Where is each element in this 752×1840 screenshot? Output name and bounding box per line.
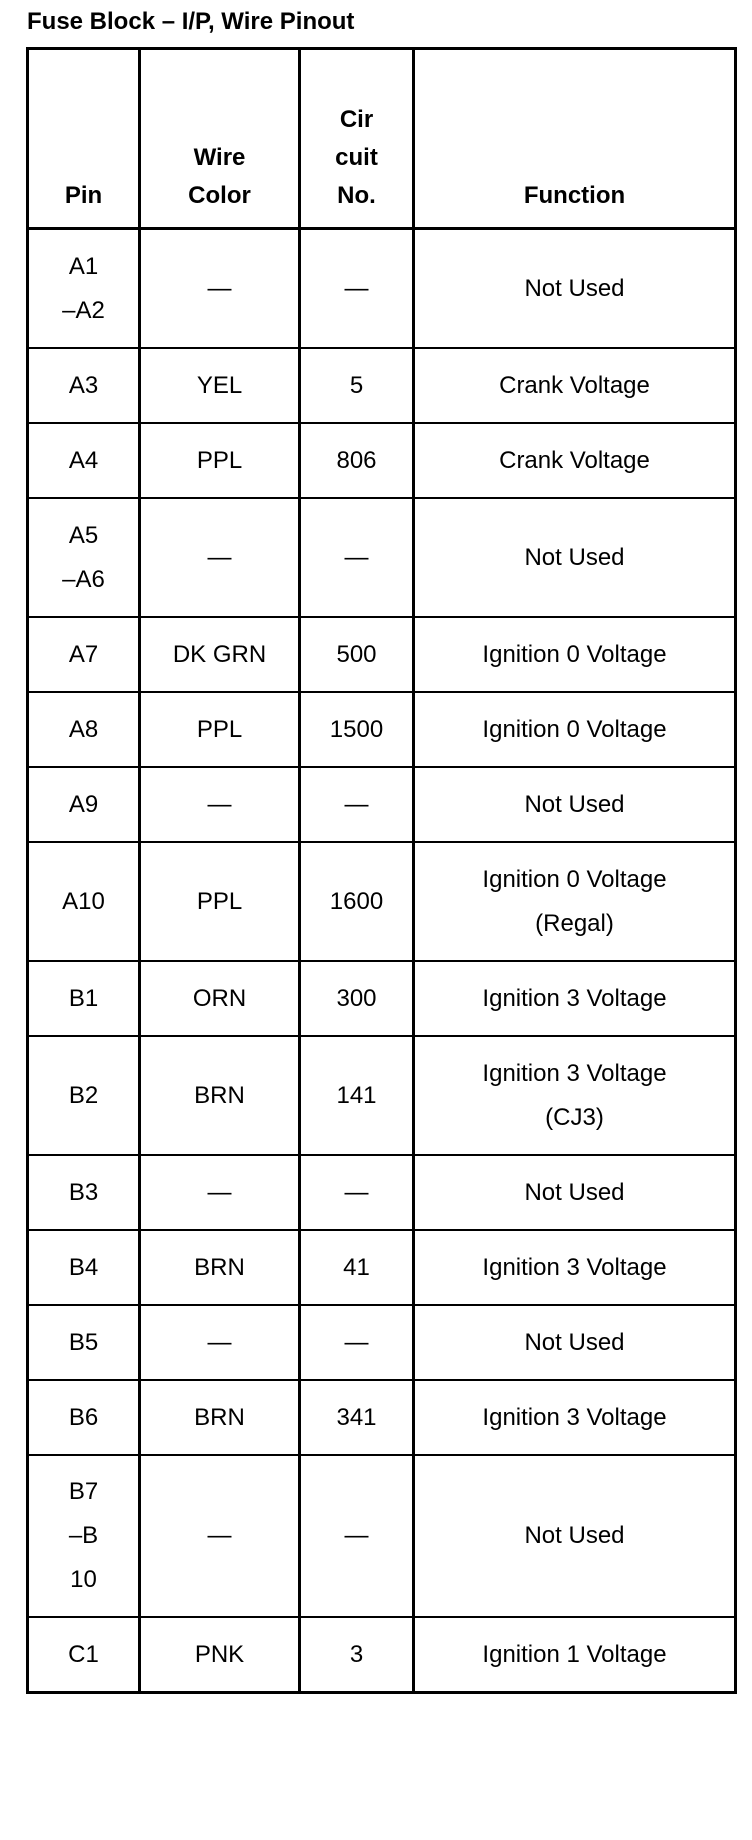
wire-color-cell: — [140, 229, 300, 349]
pin-cell: A4 [28, 423, 140, 498]
wire-color-cell: DK GRN [140, 617, 300, 692]
pin-cell: B1 [28, 961, 140, 1036]
pin-cell: B4 [28, 1230, 140, 1305]
circuit-cell: 141 [300, 1036, 414, 1155]
table-row [28, 961, 736, 1036]
table-body [28, 229, 736, 1693]
pin-cell: B7 –B 10 [28, 1455, 140, 1617]
circuit-cell: 806 [300, 423, 414, 498]
wire-color-cell: ORN [140, 961, 300, 1036]
table-row [28, 842, 736, 961]
pin-cell: A10 [28, 842, 140, 961]
column-header-circuit-no: Cir cuit No. [300, 49, 414, 229]
wire-color-cell: — [140, 767, 300, 842]
wire-color-cell: BRN [140, 1380, 300, 1455]
table-row [28, 498, 736, 617]
function-cell: Not Used [414, 1455, 736, 1617]
wire-color-cell: PNK [140, 1617, 300, 1693]
table-row [28, 1617, 736, 1693]
table-row [28, 1230, 736, 1305]
function-cell: Ignition 0 Voltage (Regal) [414, 842, 736, 961]
pin-cell: B6 [28, 1380, 140, 1455]
function-cell: Not Used [414, 1155, 736, 1230]
table-row [28, 617, 736, 692]
pin-cell: B2 [28, 1036, 140, 1155]
circuit-cell: — [300, 1305, 414, 1380]
column-header-pin: Pin [28, 49, 140, 229]
wire-color-cell: PPL [140, 692, 300, 767]
pinout-table [26, 47, 737, 1694]
circuit-cell: 41 [300, 1230, 414, 1305]
table-row [28, 1305, 736, 1380]
table-header [28, 49, 736, 229]
table-row [28, 423, 736, 498]
function-cell: Ignition 3 Voltage [414, 961, 736, 1036]
wire-color-cell: BRN [140, 1036, 300, 1155]
pin-cell: A1 –A2 [28, 229, 140, 349]
function-cell: Ignition 3 Voltage (CJ3) [414, 1036, 736, 1155]
pin-cell: B5 [28, 1305, 140, 1380]
circuit-cell: 500 [300, 617, 414, 692]
pin-cell: B3 [28, 1155, 140, 1230]
wire-color-cell: YEL [140, 348, 300, 423]
header-row [28, 49, 736, 229]
table-row [28, 1036, 736, 1155]
table-row [28, 348, 736, 423]
table-row [28, 229, 736, 349]
pin-cell: A7 [28, 617, 140, 692]
function-cell: Not Used [414, 767, 736, 842]
column-header-function: Function [414, 49, 736, 229]
circuit-cell: — [300, 1455, 414, 1617]
wire-color-cell: — [140, 498, 300, 617]
circuit-cell: 1500 [300, 692, 414, 767]
function-cell: Ignition 1 Voltage [414, 1617, 736, 1693]
function-cell: Not Used [414, 1305, 736, 1380]
circuit-cell: — [300, 1155, 414, 1230]
table-row [28, 767, 736, 842]
wire-color-cell: — [140, 1455, 300, 1617]
circuit-cell: — [300, 767, 414, 842]
pin-cell: C1 [28, 1617, 140, 1693]
table-row [28, 1380, 736, 1455]
function-cell: Ignition 3 Voltage [414, 1230, 736, 1305]
table-row [28, 692, 736, 767]
pin-cell: A3 [28, 348, 140, 423]
table-row [28, 1155, 736, 1230]
pin-cell: A5 –A6 [28, 498, 140, 617]
circuit-cell: 300 [300, 961, 414, 1036]
function-cell: Ignition 0 Voltage [414, 617, 736, 692]
function-cell: Ignition 0 Voltage [414, 692, 736, 767]
function-cell: Crank Voltage [414, 348, 736, 423]
wire-color-cell: PPL [140, 842, 300, 961]
wire-color-cell: — [140, 1155, 300, 1230]
function-cell: Crank Voltage [414, 423, 736, 498]
page-title: Fuse Block – I/P, Wire Pinout [27, 8, 355, 35]
pin-cell: A8 [28, 692, 140, 767]
pin-cell: A9 [28, 767, 140, 842]
table-row [28, 1455, 736, 1617]
circuit-cell: 1600 [300, 842, 414, 961]
column-header-wire-color: Wire Color [140, 49, 300, 229]
circuit-cell: 3 [300, 1617, 414, 1693]
function-cell: Ignition 3 Voltage [414, 1380, 736, 1455]
circuit-cell: 341 [300, 1380, 414, 1455]
wire-color-cell: BRN [140, 1230, 300, 1305]
circuit-cell: 5 [300, 348, 414, 423]
function-cell: Not Used [414, 498, 736, 617]
circuit-cell: — [300, 229, 414, 349]
circuit-cell: — [300, 498, 414, 617]
wire-color-cell: — [140, 1305, 300, 1380]
function-cell: Not Used [414, 229, 736, 349]
wire-color-cell: PPL [140, 423, 300, 498]
